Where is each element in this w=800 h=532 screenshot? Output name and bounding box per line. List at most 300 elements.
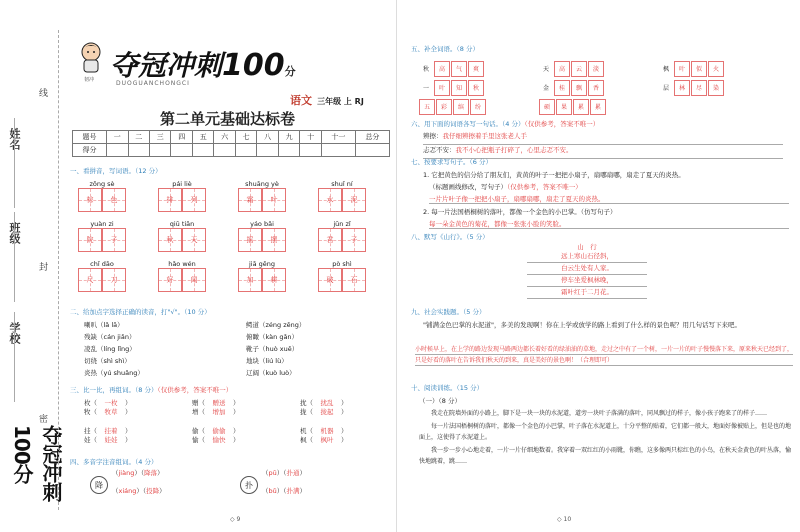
- q1-answer-char: 天: [190, 236, 198, 244]
- q3-close: ）: [341, 399, 348, 407]
- poem-block: [527, 242, 647, 299]
- score-input-cell[interactable]: [257, 144, 278, 157]
- poem-line: 远上寒山石径斜，: [527, 251, 647, 263]
- score-header-cell: 六: [214, 131, 235, 144]
- q1-word-block: [318, 220, 366, 252]
- q3-char: 赠（: [192, 399, 205, 407]
- q6-title: [411, 119, 599, 128]
- q1-char-grid[interactable]: [158, 188, 206, 212]
- q6-area: [423, 131, 793, 159]
- q3-answer: 牧草: [104, 408, 118, 416]
- q1-pinyin: jūn zǐ: [333, 220, 351, 228]
- q5-char-cell[interactable]: 高: [434, 61, 450, 77]
- q4-paren: ）（: [276, 487, 287, 495]
- q3-close: ）: [341, 408, 348, 416]
- left-page: [0, 0, 395, 532]
- q5-char-cell[interactable]: 五: [419, 99, 435, 115]
- score-label-cell: 得分: [73, 144, 107, 157]
- q4-line[interactable]: [262, 486, 306, 495]
- q1-pinyin: yuàn zi: [90, 220, 114, 228]
- binding-margin: [0, 0, 62, 532]
- subject-label: [290, 89, 364, 108]
- q1-char-grid[interactable]: [318, 188, 366, 212]
- brand-number: 100: [222, 48, 285, 83]
- q3-answer: 机器: [320, 427, 334, 435]
- q1-word-block: [78, 220, 126, 252]
- q3-answer: 一枚: [104, 399, 118, 407]
- q4-paren: ）: [157, 469, 164, 477]
- q1-answer-char: 子: [350, 236, 358, 244]
- q10-title: 十、阅读训练。（15 分）: [411, 384, 484, 392]
- q3-close: ）: [233, 427, 240, 435]
- q3-note: （仅供参考，答案不唯一）: [157, 386, 233, 394]
- q1-char-cell[interactable]: [182, 228, 206, 252]
- q5-char-cell[interactable]: 爽: [468, 61, 484, 77]
- label-class: 班级: [8, 222, 21, 244]
- q3-answer: 赠送: [212, 399, 226, 407]
- exam-title: 第二单元基础达标卷: [160, 110, 296, 128]
- q4-paren: （: [112, 487, 119, 495]
- q1-pinyin: zōng sè: [89, 180, 115, 188]
- q1-pinyin: shuǐ ní: [331, 180, 353, 188]
- q4-paren: ）: [159, 487, 166, 495]
- cut-mark-middle: 封: [37, 262, 47, 271]
- q1-char-cell[interactable]: [238, 268, 262, 292]
- q4-paren: ）（: [136, 487, 147, 495]
- q10-subtitle: （一）（8 分）: [419, 397, 461, 405]
- q1-grid-area: [78, 180, 393, 300]
- q1-char-grid[interactable]: [238, 188, 286, 212]
- q3-close: ）: [233, 408, 240, 416]
- q5-char-cell[interactable]: 叶: [434, 80, 450, 96]
- q5-char-cell[interactable]: 纷: [470, 99, 486, 115]
- grade-label: 三年级 上 RJ: [317, 97, 364, 106]
- q3-line[interactable]: [84, 398, 132, 407]
- page-number-left: ◇ 9: [230, 516, 241, 523]
- q1-char-cell[interactable]: [262, 268, 286, 292]
- label-name: 姓名: [8, 128, 21, 150]
- q3-close: ）: [233, 436, 240, 444]
- score-header-cell: 十一: [321, 131, 355, 144]
- q3-char: 枚（: [84, 399, 97, 407]
- q3-close: ）: [125, 408, 132, 416]
- score-header-cell: 总分: [355, 131, 389, 144]
- q3-pair: [84, 426, 132, 444]
- q2-item[interactable]: 靴子（huò xuē）: [246, 345, 299, 353]
- score-input-cell[interactable]: [214, 144, 235, 157]
- q1-pinyin: chǐ dāo: [90, 260, 114, 268]
- q1-answer-char: 摆: [270, 236, 278, 244]
- q1-char-cell[interactable]: [102, 228, 126, 252]
- score-header-cell: 一: [107, 131, 128, 144]
- q1-char-grid[interactable]: [158, 268, 206, 292]
- q3-answer: 挂着: [104, 427, 118, 435]
- q2-right-list: [246, 320, 305, 380]
- q5-char-cell[interactable]: 飘: [571, 80, 587, 96]
- q2-title: 二、给加点字选择正确的读音，打"√"。（10 分）: [70, 308, 211, 316]
- q1-word-block: [238, 260, 286, 292]
- q4-pinyin: pū: [268, 469, 277, 477]
- q1-answer-char: 尺: [86, 276, 94, 284]
- q3-title-text: 三、比一比，再组词。（8 分）: [70, 386, 158, 394]
- q1-pinyin: pò shì: [332, 260, 352, 268]
- q4-pinyin: jiàng: [118, 469, 135, 477]
- brand-logo: [110, 44, 296, 84]
- right-page: [396, 0, 800, 532]
- cut-mark-bottom: 密: [37, 414, 47, 423]
- q5-char-cell[interactable]: 彩: [436, 99, 452, 115]
- q5-idiom: [419, 77, 485, 96]
- q3-line[interactable]: [192, 426, 240, 435]
- q5-char-cell[interactable]: 果: [556, 99, 572, 115]
- q1-answer-char: 棕: [86, 196, 94, 204]
- q6-title-text: 六、用下面的词语各写一句话。（4 分）: [411, 120, 525, 128]
- q3-char: 挂（: [84, 427, 97, 435]
- q1-answer-char: 闻: [190, 276, 198, 284]
- q3-pair: [300, 426, 348, 444]
- q5-idiom: [419, 96, 487, 115]
- score-header-cell: 四: [171, 131, 192, 144]
- passage-paragraph: 我一步一步小心地走着，一片一片仔细地数着。我穿着一双红红的小雨靴，你瞧，这多像两只棕红色的小鸟，在秋天金黄色的叶丛落，愉快地跳着，跳……: [419, 447, 792, 465]
- q9-prompt: "铺满金色巴掌的水泥道"，多美的发现啊！你在上学或放学的路上看到了什么样的景色呢？用几句话写下来吧。: [423, 321, 741, 329]
- q1-char-grid[interactable]: [238, 268, 286, 292]
- q1-char-cell[interactable]: [342, 228, 366, 252]
- q6-answer: 我仔细辨擦着手里这张老人手: [442, 132, 527, 140]
- q3-char: 偷（: [192, 427, 205, 435]
- score-input-cell[interactable]: [107, 144, 128, 157]
- poem-line: 停车坐爱枫林晚，: [527, 275, 647, 287]
- score-input-cell[interactable]: [278, 144, 299, 157]
- q1-char-cell[interactable]: [238, 228, 262, 252]
- q1-char-cell[interactable]: [182, 188, 206, 212]
- q1-char-cell[interactable]: [158, 188, 182, 212]
- q1-char-cell[interactable]: [182, 268, 206, 292]
- q3-pair: [300, 398, 348, 416]
- q4-word: 扑通: [286, 469, 300, 477]
- q1-answer-char: 加: [246, 276, 254, 284]
- cut-mark-top: 线: [37, 88, 47, 97]
- passage-paragraph: 每一片法国梧桐树的落叶，都像一个金色的小巴掌，叶子落在水泥道上，十分平整的贴着，它们都一般大，地面好像被贴上，但是也的地面上，这使得了水泥道上。: [419, 423, 792, 441]
- q3-title: [70, 385, 232, 394]
- q9-line-1: [415, 354, 793, 355]
- q4-pinyin: xiáng: [118, 487, 137, 495]
- mascot-icon: [74, 40, 108, 80]
- q1-answer-char: 刀: [110, 276, 118, 284]
- score-input-cell[interactable]: [300, 144, 321, 157]
- subject-name: 语文: [290, 94, 312, 107]
- q3-line[interactable]: [300, 435, 348, 444]
- q5-char-cell[interactable]: 一: [422, 85, 429, 92]
- q4-word: 投降: [146, 487, 160, 495]
- q2-item[interactable]: 凌乱（líng lǐng）: [84, 345, 136, 353]
- score-header-row: [73, 131, 390, 144]
- q2-item[interactable]: 鳄道（zéng zēng）: [246, 321, 306, 329]
- score-header-cell: 二: [128, 131, 149, 144]
- q4-paren: ）: [299, 487, 306, 495]
- q5-char-cell[interactable]: 累: [590, 99, 606, 115]
- q1-answer-char: 君: [326, 236, 334, 244]
- q1-answer-char: 霜: [246, 196, 254, 204]
- class-line: [14, 212, 15, 302]
- brand-pinyin: DUOGUANCHONGCI: [116, 80, 190, 87]
- q1-word-block: [318, 180, 366, 212]
- q1-char-cell[interactable]: [342, 268, 366, 292]
- q5-char-cell[interactable]: 似: [691, 61, 707, 77]
- q1-char-cell[interactable]: [342, 188, 366, 212]
- q3-close: ）: [125, 436, 132, 444]
- q1-pinyin: jiā gēng: [248, 260, 276, 268]
- q5-char-cell[interactable]: 知: [451, 80, 467, 96]
- q3-answer: 拢起: [320, 408, 334, 416]
- q3-close: ）: [125, 399, 132, 407]
- q1-title: 一、看拼音，写词语。（12 分）: [70, 167, 162, 175]
- q1-word-block: [78, 180, 126, 212]
- q3-answer: 愉快: [212, 436, 226, 444]
- q1-pinyin: shuāng yè: [245, 180, 279, 188]
- q4-paren: （: [262, 469, 269, 477]
- q1-word-block: [158, 180, 206, 212]
- q3-line[interactable]: [84, 426, 132, 435]
- poem-title: 山 行: [577, 243, 597, 251]
- q7-s1-requirement: [429, 182, 582, 191]
- score-input-cell[interactable]: [355, 144, 389, 157]
- q3-close: ）: [341, 436, 348, 444]
- q4-title: 四、多音字注音组词。（4 分）: [70, 458, 158, 466]
- q1-char-cell[interactable]: [78, 228, 102, 252]
- q1-word-block: [158, 260, 206, 292]
- q2-item[interactable]: 残缺（cán jiǎn）: [84, 333, 136, 341]
- cut-line: [58, 30, 59, 510]
- q5-char-cell[interactable]: 金: [542, 85, 549, 92]
- q1-answer-char: 秋: [166, 236, 174, 244]
- q1-word-block: [238, 220, 286, 252]
- q5-title: 五、补全词语。（8 分）: [411, 45, 479, 53]
- q1-answer-char: 子: [110, 236, 118, 244]
- poem-lines: [527, 251, 647, 299]
- q7-s1-note: （仅供参考，答案不唯一）: [507, 183, 582, 191]
- q3-char: 增（: [192, 408, 205, 416]
- q7-s1-answer: 一片片叶子像一把把小扇子，扇哪扇哪，扇走了夏天的炎热。: [429, 194, 789, 204]
- q2-item[interactable]: 俯瞰（kàn gǎn）: [246, 333, 299, 341]
- q1-char-grid[interactable]: [318, 268, 366, 292]
- q3-answer: 娃娃: [104, 436, 118, 444]
- q4-paren: （: [112, 469, 119, 477]
- q4-word: 扑满: [286, 487, 300, 495]
- q4-line[interactable]: [112, 486, 166, 495]
- q5-char-cell[interactable]: 香: [588, 80, 604, 96]
- q5-char-cell[interactable]: 层: [662, 85, 669, 92]
- q3-answer: 枫叶: [320, 436, 334, 444]
- q5-char-cell[interactable]: 尽: [691, 80, 707, 96]
- q2-item[interactable]: 地块（liú lù）: [246, 357, 288, 365]
- name-line: [14, 118, 15, 208]
- q3-char: 拢（: [300, 408, 313, 416]
- q5-char-cell[interactable]: 气: [451, 61, 467, 77]
- score-input-cell[interactable]: [128, 144, 149, 157]
- q9-title: 九、社会实践题。（5 分）: [411, 308, 486, 316]
- q1-answer-char: 好: [166, 276, 174, 284]
- q4-char-circle: 扑: [240, 476, 258, 494]
- q1-char-cell[interactable]: [78, 268, 102, 292]
- q6-word: 忐忑不安：: [423, 146, 456, 154]
- q7-title: 七、按要求写句子。（6 分）: [411, 158, 492, 166]
- q5-char-cell[interactable]: 高: [554, 61, 570, 77]
- brand-unit: 分: [284, 65, 296, 78]
- q1-char-cell[interactable]: [262, 188, 286, 212]
- q5-char-cell[interactable]: 硕: [539, 99, 555, 115]
- q1-pinyin: qiū tiān: [169, 220, 195, 228]
- q1-answer-char: 石: [350, 276, 358, 284]
- q5-char-cell[interactable]: 染: [708, 80, 724, 96]
- q5-char-cell[interactable]: 淡: [588, 61, 604, 77]
- q1-answer-char: 水: [326, 196, 334, 204]
- q5-idiom: [419, 58, 485, 77]
- q5-char-cell[interactable]: 云: [571, 61, 587, 77]
- q1-char-grid[interactable]: [78, 228, 126, 252]
- q2-left-list: [84, 320, 144, 380]
- q1-char-cell[interactable]: [318, 188, 342, 212]
- q1-answer-char: 排: [166, 196, 174, 204]
- q1-char-cell[interactable]: [262, 228, 286, 252]
- q7-s2-answer: 每一朵金黄色的菊花，都像一张张小脸的笑脸。: [429, 219, 789, 229]
- q1-answer-char: 耕: [270, 276, 278, 284]
- q1-answer-char: 泥: [350, 196, 358, 204]
- q5-char-cell[interactable]: 枫: [662, 66, 669, 73]
- q3-char: 牧（: [84, 408, 97, 416]
- q3-line[interactable]: [192, 407, 240, 416]
- q4-paren: ）（: [134, 469, 145, 477]
- q7-s1-req-text: （标题画线修改，写句子）: [429, 183, 507, 191]
- q9-line-2: [415, 365, 793, 366]
- q3-pair: [192, 398, 240, 416]
- q1-pinyin: hǎo wén: [168, 260, 196, 268]
- q3-answer: 增加: [212, 408, 226, 416]
- q3-line[interactable]: [300, 407, 348, 416]
- q3-char: 机（: [300, 427, 313, 435]
- q3-line[interactable]: [300, 426, 348, 435]
- q5-char-cell[interactable]: 秋: [468, 80, 484, 96]
- page-num-left-text: 9: [236, 516, 241, 523]
- q5-char-cell[interactable]: 累: [573, 99, 589, 115]
- q5-char-cell[interactable]: 桂: [554, 80, 570, 96]
- q5-idiom: [659, 77, 725, 96]
- passage-paragraph: 我走在院墙外面的小路上，脚下是一块一块的水泥道，道旁一块叶子落满的落叶，同风飘过的样子，像小孩子跑来了的样子……: [431, 410, 768, 417]
- q3-line[interactable]: [84, 435, 132, 444]
- q3-line[interactable]: [192, 398, 240, 407]
- q1-char-cell[interactable]: [102, 268, 126, 292]
- q6-word: 辨擦：: [423, 132, 443, 140]
- poem-line: 霜叶红于二月花。: [527, 287, 647, 299]
- q5-idiom: [539, 96, 607, 115]
- q1-char-grid[interactable]: [78, 268, 126, 292]
- page-number-right: ◇ 10: [557, 516, 572, 523]
- q2-item[interactable]: 炎热（yú shuǎng）: [84, 369, 144, 377]
- q1-char-grid[interactable]: [158, 228, 206, 252]
- score-input-cell[interactable]: [171, 144, 192, 157]
- q5-idiom: [539, 58, 605, 77]
- q2-item[interactable]: 辽阔（kuò luò）: [246, 369, 296, 377]
- q3-pair: [84, 398, 132, 416]
- q1-char-cell[interactable]: [158, 228, 182, 252]
- q3-char: 愉（: [192, 436, 205, 444]
- q5-char-cell[interactable]: 火: [708, 61, 724, 77]
- q5-idiom: [539, 77, 605, 96]
- q6-line[interactable]: [423, 131, 783, 145]
- poem-line: 白云生处有人家。: [527, 263, 647, 275]
- score-header-cell: 八: [257, 131, 278, 144]
- q3-line[interactable]: [84, 407, 132, 416]
- q1-char-cell[interactable]: [78, 188, 102, 212]
- q1-char-cell[interactable]: [102, 188, 126, 212]
- q5-char-cell[interactable]: 叶: [674, 61, 690, 77]
- label-school: 学校: [8, 322, 21, 344]
- q8-title: 八、默写《山行》。（5 分）: [411, 233, 489, 241]
- q4-word: 降落: [144, 469, 158, 477]
- page-num-right-text: 10: [563, 516, 572, 523]
- q9-answer: 小时候早上，在上学的路边发现马路两边都长着好看的绿油油的草地，走过之中有了一个树，一片一片的叶子慢慢落下来，原来秋天已经到了，只是好看的落叶在告诉我们秋天的到来，真是美好的景色啊！（合理即可）: [415, 346, 794, 364]
- q5-char-cell[interactable]: 林: [674, 80, 690, 96]
- score-header-cell: 五: [192, 131, 213, 144]
- q7-sentence-1: 1. 它把黄色的信分给了朋友们，黄黄的叶子一把把小扇子，扇哪扇哪，扇走了夏天的炎热。: [423, 171, 685, 179]
- q1-char-grid[interactable]: [78, 188, 126, 212]
- score-input-cell[interactable]: [321, 144, 355, 157]
- q3-answer: 扰乱: [320, 399, 334, 407]
- q3-close: ）: [233, 399, 240, 407]
- q4-line[interactable]: [112, 468, 164, 477]
- q1-char-grid[interactable]: [318, 228, 366, 252]
- q4-pinyin: bǔ: [268, 487, 277, 495]
- q3-line[interactable]: [192, 435, 240, 444]
- q2-item[interactable]: 喇叭（lǎ lā）: [84, 321, 124, 329]
- q2-item[interactable]: 切绕（shì shì）: [84, 357, 131, 365]
- brand-text: 夺冠冲刺: [110, 49, 223, 82]
- score-input-cell[interactable]: [192, 144, 213, 157]
- q5-idiom: [659, 58, 725, 77]
- q1-answer-char: 破: [326, 276, 334, 284]
- score-header-cell: 三: [149, 131, 170, 144]
- q6-answer: 我不小心把瓶子打碎了，心里忐忑不安。: [455, 146, 573, 154]
- q4-line[interactable]: [262, 468, 306, 477]
- score-header-cell: 九: [278, 131, 299, 144]
- q3-line[interactable]: [300, 398, 348, 407]
- q4-paren: （: [262, 487, 269, 495]
- q1-answer-char: 叶: [270, 196, 278, 204]
- q5-char-cell[interactable]: 秋: [422, 66, 429, 73]
- q1-char-cell[interactable]: [318, 228, 342, 252]
- school-line: [14, 312, 15, 402]
- q1-pinyin: yáo bǎi: [250, 220, 274, 228]
- score-input-cell[interactable]: [235, 144, 256, 157]
- q3-close: ）: [125, 427, 132, 435]
- q1-answer-char: 摇: [246, 236, 254, 244]
- score-input-row: [73, 144, 390, 157]
- q1-char-grid[interactable]: [238, 228, 286, 252]
- q5-char-cell[interactable]: 天: [542, 66, 549, 73]
- q1-char-cell[interactable]: [318, 268, 342, 292]
- q10-passage: [419, 408, 791, 469]
- q1-char-cell[interactable]: [158, 268, 182, 292]
- q1-word-block: [78, 260, 126, 292]
- q1-char-cell[interactable]: [238, 188, 262, 212]
- score-header-cell: 题号: [73, 131, 107, 144]
- q3-close: ）: [341, 427, 348, 435]
- q5-char-cell[interactable]: 缤: [453, 99, 469, 115]
- score-input-cell[interactable]: [149, 144, 170, 157]
- q1-answer-char: 列: [190, 196, 198, 204]
- q1-word-block: [158, 220, 206, 252]
- score-header-cell: 七: [235, 131, 256, 144]
- side-logo: 夺冠冲刺100分: [10, 425, 63, 501]
